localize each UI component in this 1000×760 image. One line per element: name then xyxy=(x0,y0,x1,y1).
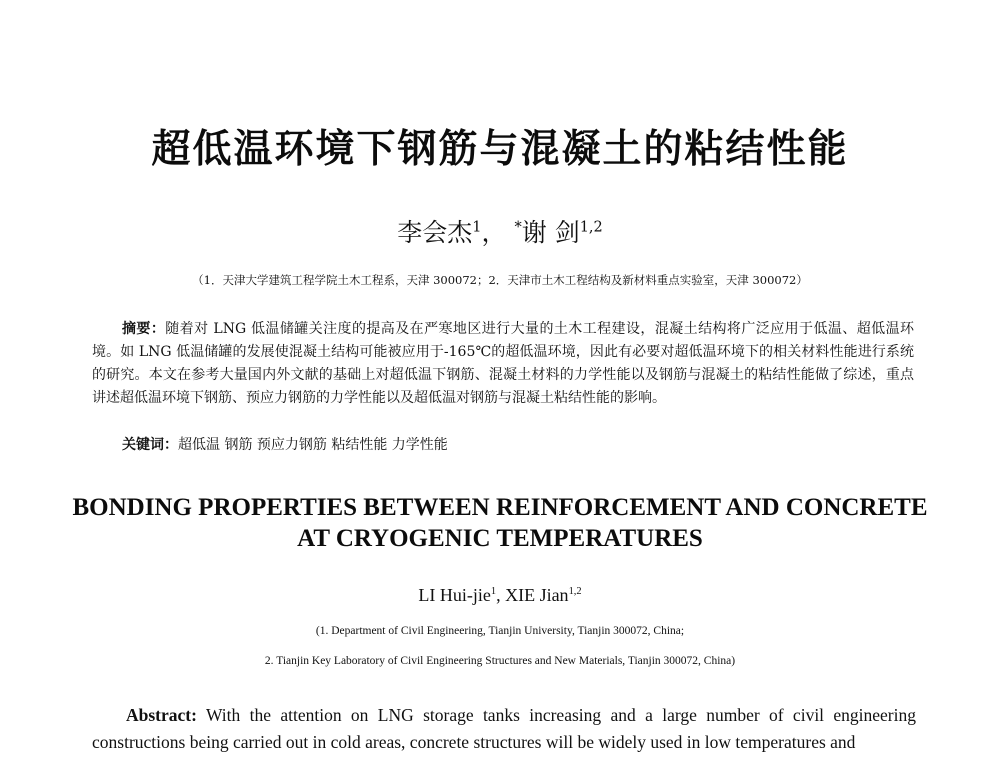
en-title xyxy=(60,492,940,554)
cn-authors xyxy=(0,213,1000,249)
cn-keywords-label: 关键词： xyxy=(122,437,178,453)
cn-author-2-affil-mark: 1,2 xyxy=(579,219,603,236)
corresponding-author-mark: * xyxy=(514,219,522,236)
en-author-1-affil-mark: 1 xyxy=(490,586,497,597)
cn-author-1-affil-mark: 1 xyxy=(472,219,482,236)
cn-title: 超低温环境下钢筋与混凝土的粘结性能 xyxy=(151,127,849,172)
en-title-line-1: BONDING PROPERTIES BETWEEN REINFORCEMENT AND CONCRETE xyxy=(72,494,928,521)
en-author-2-affil-mark: 1,2 xyxy=(568,586,582,597)
en-affiliation-line-2: 2. Tianjin Key Laboratory of Civil Engineering Structures and New Materials, Tianjin 300072, China) xyxy=(264,655,736,667)
en-author-2: XIE Jian xyxy=(505,585,569,605)
en-abstract-label: Abstract: xyxy=(126,705,197,725)
cn-author-2: 谢 剑 xyxy=(521,218,580,247)
cn-affiliation: （1．天津大学建筑工程学院土木工程系，天津 300072；2．天津市土木工程结构及新材料重点实验室，天津 300072） xyxy=(192,273,808,287)
cn-abstract xyxy=(92,318,914,410)
en-author-1: LI Hui-jie xyxy=(418,585,491,605)
en-author-separator: , xyxy=(496,585,506,605)
en-abstract xyxy=(92,702,916,756)
cn-keywords xyxy=(122,434,922,454)
en-abstract-text: With the attention on LNG storage tanks increasing and a large number of civil engineering constructions being carried out in cold areas, concrete structures will be widely used in low temperatures and xyxy=(92,705,916,752)
cn-author-separator: ， xyxy=(481,218,507,247)
en-title-line-2: AT CRYOGENIC TEMPERATURES xyxy=(297,525,703,552)
cn-keywords-text: 超低温 钢筋 预应力钢筋 粘结性能 力学性能 xyxy=(178,437,448,453)
en-affiliation-line-1: (1. Department of Civil Engineering, Tianjin University, Tianjin 300072, China; xyxy=(315,625,685,637)
cn-abstract-text: 随着对 LNG 低温储罐关注度的提高及在严寒地区进行大量的土木工程建设，混凝土结构将广泛应用于低温、超低温环境。如 LNG 低温储罐的发展使混凝土结构可能被应用于-165℃的超低温环境，因此有必要对超低温环境下的相关材料性能进行系统的研究。本文在参考大量国内外文献的基础上对超低温下钢筋、混凝土材料的力学性能以及钢筋与混凝土的粘结性能做了综述，重点讲述超低温环境下钢筋、预应力钢筋的力学性能以及超低温对钢筋与混凝土粘结性能的影响。 xyxy=(92,321,914,406)
cn-author-1: 李会杰 xyxy=(397,218,473,247)
en-authors xyxy=(0,585,1000,606)
cn-abstract-label: 摘要： xyxy=(122,321,166,337)
